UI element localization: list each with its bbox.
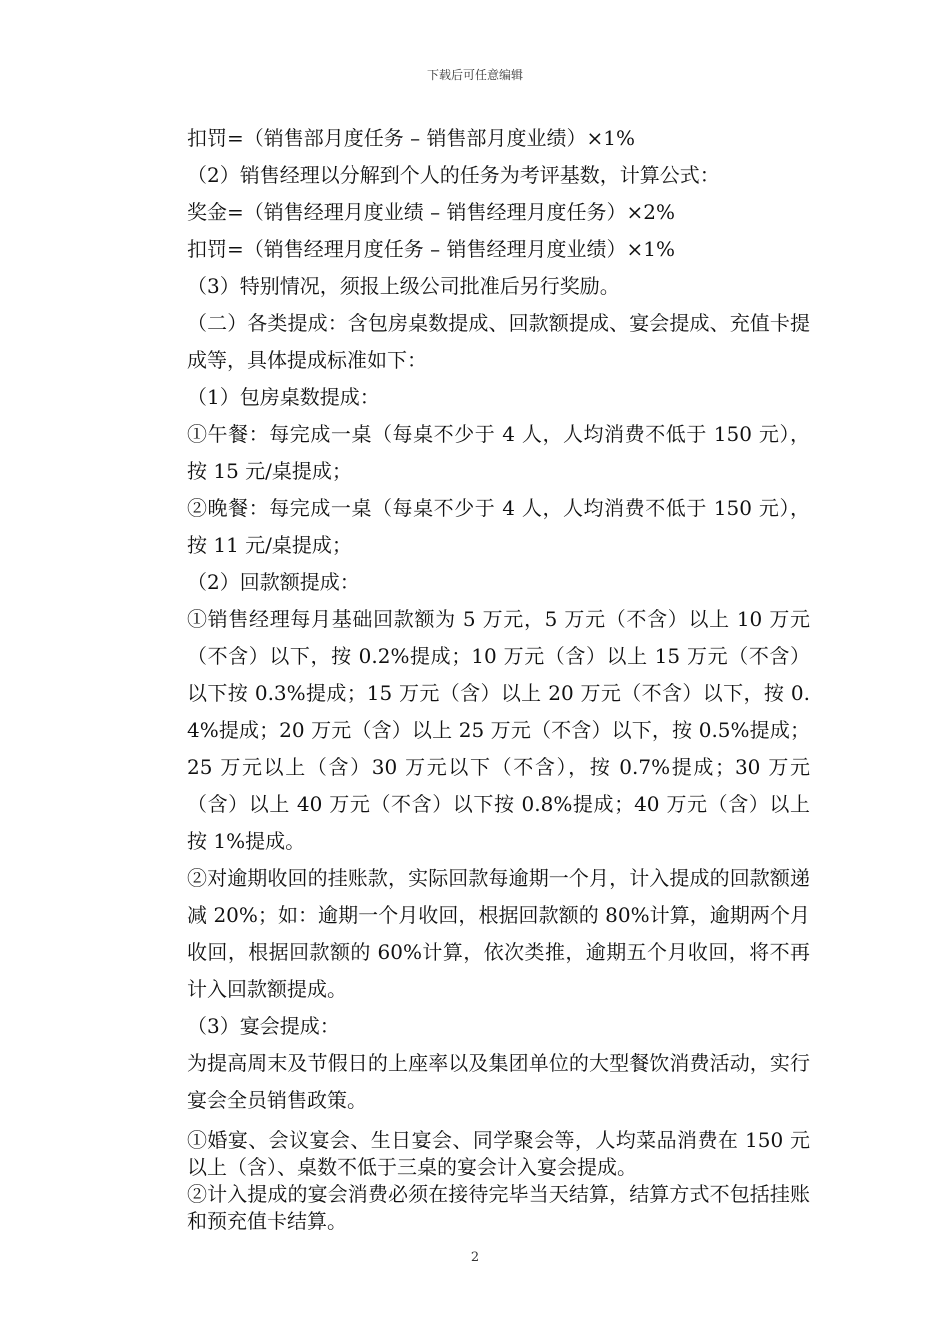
paragraph-9: ②晚餐：每完成一桌（每桌不少于 4 人，人均消费不低于 150 元），按 11 元/桌提成； bbox=[187, 496, 810, 557]
paragraph-3: 奖金=（销售经理月度业绩 – 销售经理月度任务）×2% bbox=[187, 200, 675, 224]
paragraph-2: （2）销售经理以分解到个人的任务为考评基数，计算公式： bbox=[187, 163, 720, 187]
paragraph-5: （3）特别情况，须报上级公司批准后另行奖励。 bbox=[187, 274, 620, 298]
page-number: 2 bbox=[470, 1250, 480, 1265]
page-header: 下载后可任意编辑 bbox=[426, 68, 523, 82]
paragraph-11: ①销售经理每月基础回款额为 5 万元，5 万元（不含）以上 10 万元（不含）以下，按 0.2%提成；10 万元（含）以上 15 万元（不含）以下按 0.3%提成；15 万元（含）以上 20 万元（不含）以下，按 0.4%提成；20 万元（含）以上 25 万元（不含）以下，按 0.5%提成；25 万元以上（含）30 万元以下（不含），按 0.7%提成；30 万元（含）以上 40 万元（不含）以下按 0.8%提成；40 万元（含）以上按 1%提成。 bbox=[187, 607, 810, 853]
document-body bbox=[145, 120, 810, 1235]
paragraph-15: ①婚宴、会议宴会、生日宴会、同学聚会等，人均菜品消费在 150 元以上（含）、桌数不低于三桌的宴会计入宴会提成。 bbox=[187, 1128, 810, 1179]
paragraph-7: （1）包房桌数提成： bbox=[187, 385, 380, 409]
paragraph-10: （2）回款额提成： bbox=[187, 570, 360, 594]
paragraph-6: （二）各类提成：含包房桌数提成、回款额提成、宴会提成、充值卡提成等，具体提成标准如下： bbox=[187, 311, 810, 372]
paragraph-13: （3）宴会提成： bbox=[187, 1014, 340, 1038]
paragraph-1: 扣罚=（销售部月度任务 – 销售部月度业绩）×1% bbox=[187, 126, 635, 150]
paragraph-8: ①午餐：每完成一桌（每桌不少于 4 人，人均消费不低于 150 元），按 15 元/桌提成； bbox=[187, 422, 810, 483]
paragraph-4: 扣罚=（销售经理月度任务 – 销售经理月度业绩）×1% bbox=[187, 237, 675, 261]
paragraph-12: ②对逾期收回的挂账款，实际回款每逾期一个月，计入提成的回款额递减 20%；如：逾期一个月收回，根据回款额的 80%计算，逾期两个月收回，根据回款额的 60%计算，依次类推，逾期五个月收回，将不再计入回款额提成。 bbox=[187, 866, 810, 1001]
paragraph-14: 为提高周末及节假日的上座率以及集团单位的大型餐饮消费活动，实行宴会全员销售政策。 bbox=[187, 1051, 810, 1112]
paragraph-16: ②计入提成的宴会消费必须在接待完毕当天结算，结算方式不包括挂账和预充值卡结算。 bbox=[187, 1182, 810, 1233]
